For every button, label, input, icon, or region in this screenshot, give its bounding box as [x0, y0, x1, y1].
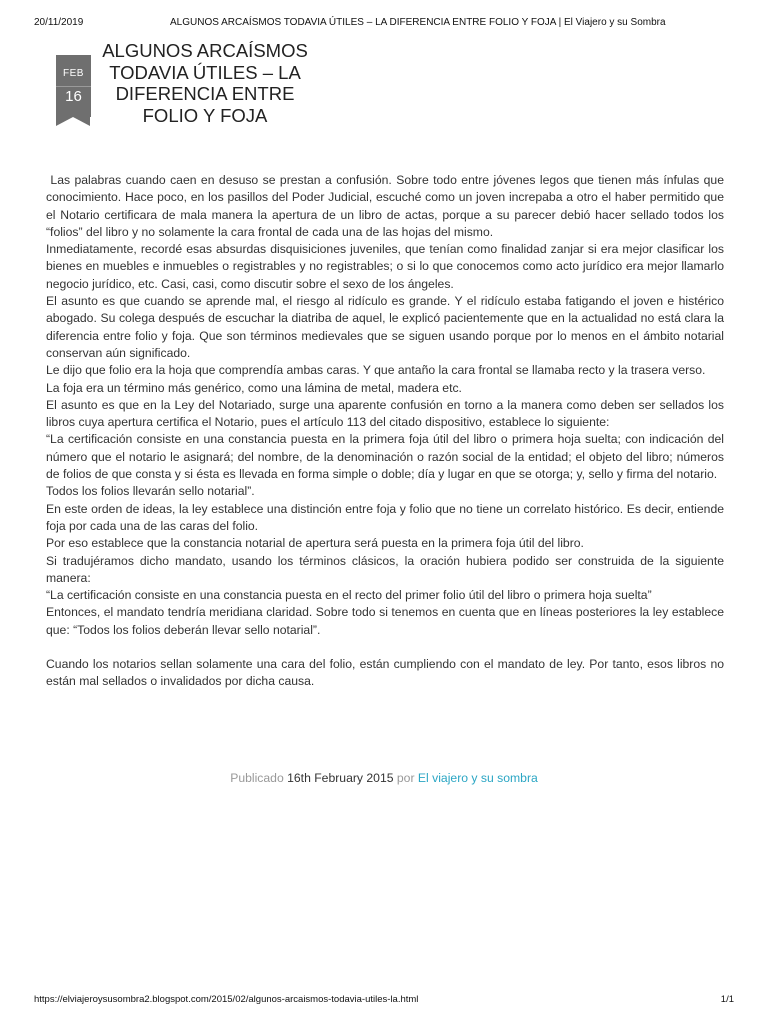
paragraph: Por eso establece que la constancia notarial de apertura será puesta en la primera foja útil del libro. — [46, 536, 584, 551]
post-footer — [0, 771, 768, 785]
post-date-badge — [56, 55, 91, 117]
published-label: Publicado — [230, 771, 284, 785]
paragraph: Las palabras cuando caen en desuso se prestan a confusión. Sobre todo entre jóvenes legos que tienen más ínfulas que conocimiento. Hace poco, en los pasillos del Poder Judicial, escuché como un joven increpaba a otro el haber permitido que el Notario certificara de mala manera la apertura de un libro de actas, porque a su parecer debió hacer sellado todos los “folios” del libro y no solamente la cara frontal de cada una de las hojas del mismo. — [46, 173, 724, 239]
quote-paragraph: Todos los folios llevarán sello notarial”. — [46, 484, 255, 499]
author-link[interactable]: El viajero y su sombra — [417, 771, 538, 785]
badge-ribbon-notch — [56, 117, 90, 126]
print-header — [0, 0, 768, 30]
badge-day: 16 — [65, 88, 82, 105]
paragraph: Le dijo que folio era la hoja que comprendía ambas caras. Y que antaño la cara frontal se llamaba recto y la trasera verso. — [46, 363, 706, 378]
badge-month: FEB — [63, 68, 84, 79]
paragraph: Si tradujéramos dicho mandato, usando los términos clásicos, la oración hubiera podido ser construida de la siguiente manera: — [46, 553, 724, 585]
paragraph: La foja era un término más genérico, como una lámina de metal, madera etc. — [46, 380, 462, 395]
print-document-title: ALGUNOS ARCAÍSMOS TODAVIA ÚTILES – LA DIFERENCIA ENTRE FOLIO Y FOJA | El Viajero y su Sombra — [170, 17, 666, 28]
paragraph: Cuando los notarios sellan solamente una cara del folio, están cumpliendo con el mandato de ley. Por tanto, esos libros no están mal sellados o invalidados por dicha causa. — [46, 657, 724, 689]
paragraph: El asunto es que en la Ley del Notariado, surge una aparente confusión en torno a la manera como deben ser sellados los libros cuya apertura certifica el Notario, pues el artículo 113 del citado dispositivo, establece lo siguiente: — [46, 397, 724, 430]
quote-paragraph: “La certificación consiste en una constancia puesta en el recto del primer folio útil del libro o primera hoja suelta” — [46, 588, 652, 603]
paragraph: Entonces, el mandato tendría meridiana claridad. Sobre todo si tenemos en cuenta que en líneas posteriores la ley establece que: “Todos los folios deberán llevar sello notarial”. — [46, 605, 724, 637]
print-footer — [0, 994, 768, 1014]
page-count: 1/1 — [720, 994, 734, 1005]
published-date: 16th February 2015 — [287, 771, 394, 785]
paragraph: En este orden de ideas, la ley establece una distinción entre foja y folio que no tiene un correlato histórico. Es decir, entiende foja por cada una de las caras del folio. — [46, 501, 724, 533]
quote-paragraph: “La certificación consiste en una constancia puesta en la primera foja útil del libro o primera hoja suelta; con indicación del número que el notario le asignará; del nombre, de la denominación o razón social de la entidad; el objeto del libro; números de folios de que consta y si ésta es llevada en forma simple o doble; día y lugar en que se otorga; y, sello y firma del notario. — [46, 432, 724, 482]
paragraph: El asunto es que cuando se aprende mal, el riesgo al ridículo es grande. Y el ridículo estaba fatigando el joven e histérico abogado. Su colega después de escuchar la diatriba de aquel, le explicó pacientemente que en la actualidad no está clara la diferencia entre folio y foja. Que son términos medievales que se siguen usando porque por lo menos en el ámbito notarial conservan aún significado. — [46, 294, 724, 360]
post-body — [46, 172, 724, 691]
by-label: por — [396, 771, 415, 785]
post-title: ALGUNOS ARCAÍSMOS TODAVIA ÚTILES – LA DIFERENCIA ENTRE FOLIO Y FOJA — [102, 40, 308, 126]
print-date: 20/11/2019 — [34, 17, 84, 28]
paragraph: Inmediatamente, recordé esas absurdas disquisiciones juveniles, que tenían como finalidad zanjar si era mejor clasificar los bienes en muebles e inmuebles o registrables y no registrables; o si lo que conocemos como acto jurídico era mejor llamarlo negocio jurídico, etc. Casi, casi, como discutir sobre el sexo de los ángeles. — [46, 242, 724, 291]
page-url: https://elviajeroysusombra2.blogspot.com/2015/02/algunos-arcaismos-todavia-utiles-la.html — [34, 994, 419, 1005]
